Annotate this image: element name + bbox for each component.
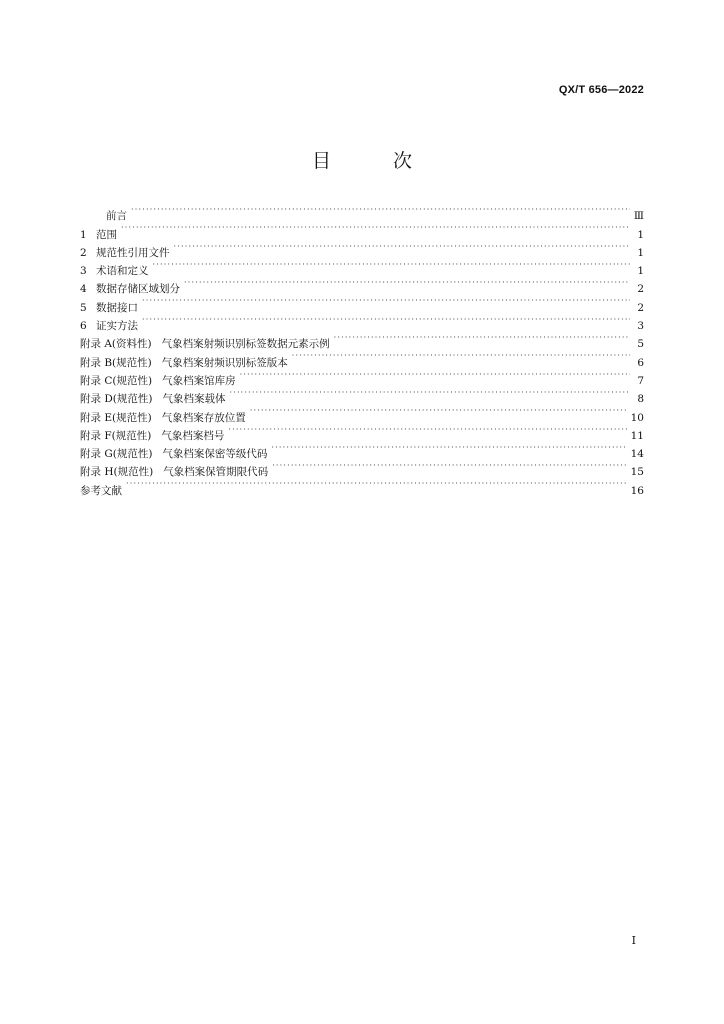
toc-entry-page: 1 xyxy=(637,246,644,259)
standard-number: QX/T 656—2022 xyxy=(558,84,644,96)
toc-leader-dots xyxy=(126,475,627,493)
toc-entry-label xyxy=(80,409,250,427)
toc-entry[interactable] xyxy=(80,292,644,314)
toc-entry-number: 2 xyxy=(80,246,87,259)
toc-leader-dots xyxy=(229,384,630,402)
toc-entry[interactable] xyxy=(80,256,644,278)
toc-entry-annex: 附录 D(规范性) xyxy=(80,393,153,406)
toc-leader-dots xyxy=(142,311,630,329)
toc-entry-title: 气象档案射频识别标签版本 xyxy=(161,356,288,369)
toc-entry-title: 证实方法 xyxy=(96,320,138,333)
toc-leader-dots xyxy=(174,238,631,256)
toc-entry-title: 气象档案射频识别标签数据元素示例 xyxy=(161,338,330,351)
toc-leader-dots xyxy=(184,274,630,292)
toc-entry[interactable] xyxy=(80,238,644,259)
toc-leader-dots xyxy=(121,219,630,237)
toc-entry[interactable] xyxy=(80,219,644,241)
toc-entry-annex: 附录 G(规范性) xyxy=(80,448,153,461)
toc-entry[interactable] xyxy=(80,201,644,223)
toc-entry[interactable] xyxy=(80,274,644,296)
toc-entry-label xyxy=(80,372,240,390)
toc-entry-title: 气象档案保密等级代码 xyxy=(162,448,268,461)
toc-entry-title: 数据存储区域划分 xyxy=(96,283,180,296)
toc-entry-annex: 附录 H(规范性) xyxy=(80,466,154,479)
toc-entry-label xyxy=(80,390,229,408)
toc-entry-page: 2 xyxy=(637,301,644,314)
toc-entry-title: 规范性引用文件 xyxy=(96,246,170,259)
toc-entry-page: 8 xyxy=(637,393,644,406)
toc-leader-dots xyxy=(228,421,626,439)
page-number: Ⅰ xyxy=(631,934,636,947)
toc-entry-page: 11 xyxy=(630,429,644,442)
toc-entry-label xyxy=(80,317,142,335)
toc-entry-annex: 附录 E(规范性) xyxy=(80,411,152,424)
toc-entry-label xyxy=(80,226,121,244)
toc-entry[interactable] xyxy=(80,329,644,351)
toc-entry-label xyxy=(80,299,142,317)
toc-entry-number: 1 xyxy=(80,228,87,241)
toc-entry-title: 范围 xyxy=(96,228,117,241)
toc-entry-title: 气象档案馆库房 xyxy=(162,374,236,387)
toc-entry-page: 16 xyxy=(630,484,644,497)
toc-entry-page: 1 xyxy=(637,228,644,241)
toc-entry-page: 1 xyxy=(637,265,644,278)
toc-leader-dots xyxy=(131,201,630,219)
toc-entry[interactable] xyxy=(80,475,644,497)
toc-entry-page: 3 xyxy=(637,320,644,333)
toc-entry-page: 5 xyxy=(637,338,644,351)
toc-entry-page: 6 xyxy=(637,356,644,369)
toc-leader-dots xyxy=(272,457,626,475)
toc-entry-title: 气象档案载体 xyxy=(162,393,226,406)
toc-entry-annex: 附录 B(规范性) xyxy=(80,356,152,369)
toc-leader-dots xyxy=(292,347,630,365)
toc-entry-label xyxy=(80,427,228,445)
toc-entry-label xyxy=(80,482,126,500)
toc-entry-title: 气象档案存放位置 xyxy=(161,411,246,424)
toc-leader-dots xyxy=(250,402,627,420)
toc-entry-page: 15 xyxy=(630,466,644,479)
toc-entry-annex: 附录 F(规范性) xyxy=(80,429,152,442)
toc-entry-page: 14 xyxy=(630,448,644,461)
toc-entry-title: 气象档案档号 xyxy=(161,429,225,442)
toc-entry-number: 5 xyxy=(80,301,87,314)
page-title: 目 次 xyxy=(311,150,441,172)
toc-entry-title: 术语和定义 xyxy=(96,265,149,278)
toc-entry-title: 气象档案保管期限代码 xyxy=(163,466,269,479)
toc-entry-title: 数据接口 xyxy=(96,301,138,314)
toc-entry-page: 10 xyxy=(630,411,644,424)
toc-entry[interactable] xyxy=(80,311,644,333)
toc-entry-annex: 附录 A(资料性) xyxy=(80,338,152,351)
toc-leader-dots xyxy=(240,366,630,384)
toc-leader-dots xyxy=(153,256,631,274)
toc-entry-number: 4 xyxy=(80,283,87,296)
toc-entry-number: 6 xyxy=(80,320,87,333)
toc-leader-dots xyxy=(271,439,626,457)
table-of-contents xyxy=(80,201,644,497)
toc-entry-annex: 附录 C(规范性) xyxy=(80,374,153,387)
toc-entry-page: Ⅲ xyxy=(633,210,644,223)
toc-entry-label xyxy=(80,262,153,280)
toc-leader-dots xyxy=(334,329,630,347)
toc-entry-page: 7 xyxy=(637,374,644,387)
toc-entry-page: 2 xyxy=(637,283,644,296)
toc-entry-number: 3 xyxy=(80,265,87,278)
toc-entry-title: 参考文献 xyxy=(80,484,122,497)
toc-leader-dots xyxy=(142,292,630,310)
toc-entry-label xyxy=(80,445,271,463)
toc-entry-title: 前言 xyxy=(106,210,127,223)
